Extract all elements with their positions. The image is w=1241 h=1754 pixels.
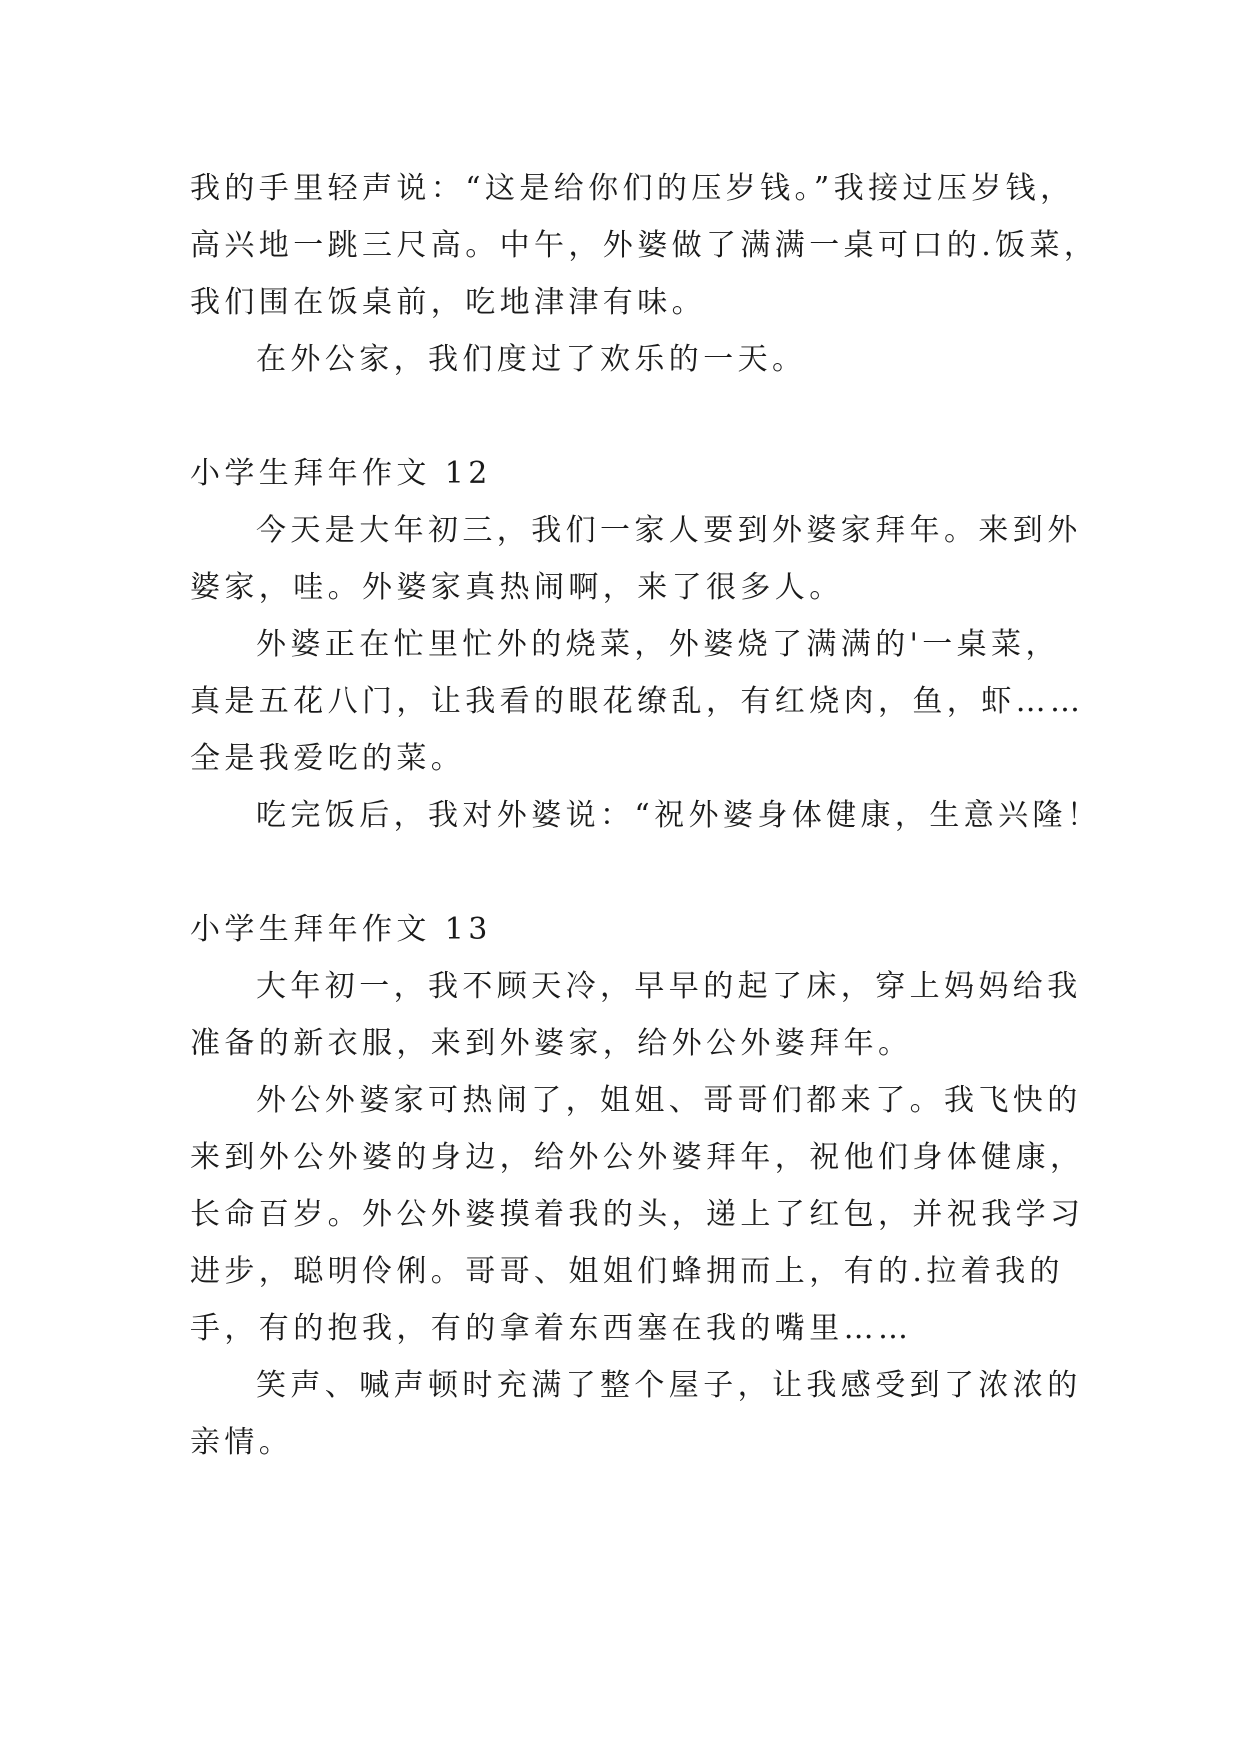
paragraph-line: 长命百岁。外公外婆摸着我的头，递上了红包，并祝我学习	[190, 1197, 1085, 1232]
paragraph-line: 我们围在饭桌前，吃地津津有味。	[190, 285, 706, 320]
paragraph-line: 在外公家，我们度过了欢乐的一天。	[256, 342, 807, 377]
section-title: 小学生拜年作文 12	[190, 456, 492, 491]
paragraph-line: 来到外公外婆的身边，给外公外婆拜年，祝他们身体健康，	[190, 1140, 1085, 1175]
paragraph-line: 进步，聪明伶俐。哥哥、姐姐们蜂拥而上，有的.拉着我的	[190, 1254, 1064, 1289]
paragraph-line: 婆家，哇。外婆家真热闹啊，来了很多人。	[190, 570, 844, 605]
paragraph-line: 今天是大年初三，我们一家人要到外婆家拜年。来到外	[256, 513, 1082, 548]
paragraph-line: 笑声、喊声顿时充满了整个屋子，让我感受到了浓浓的	[256, 1368, 1082, 1403]
paragraph-line: 外公外婆家可热闹了，姐姐、哥哥们都来了。我飞快的	[256, 1083, 1082, 1118]
paragraph-line: 外婆正在忙里忙外的烧菜，外婆烧了满满的'一桌菜，	[256, 627, 1060, 662]
paragraph-line: 我的手里轻声说：“这是给你们的压岁钱。”我接过压岁钱，	[190, 171, 1075, 206]
paragraph-line: 准备的新衣服，来到外婆家，给外公外婆拜年。	[190, 1026, 913, 1061]
paragraph-line: 高兴地一跳三尺高。中午，外婆做了满满一桌可口的.饭菜，	[190, 228, 1099, 263]
paragraph-line: 手，有的抱我，有的拿着东西塞在我的嘴里……	[190, 1311, 913, 1346]
paragraph-line: 吃完饭后，我对外婆说：“祝外婆身体健康，生意兴隆！	[256, 798, 1102, 833]
paragraph-line: 真是五花八门，让我看的眼花缭乱，有红烧肉，鱼，虾……	[190, 684, 1085, 719]
section-title: 小学生拜年作文 13	[190, 912, 492, 947]
paragraph-line: 亲情。	[190, 1425, 294, 1460]
paragraph-line: 全是我爱吃的菜。	[190, 741, 466, 776]
paragraph-line: 大年初一，我不顾天冷，早早的起了床，穿上妈妈给我	[256, 969, 1082, 1004]
